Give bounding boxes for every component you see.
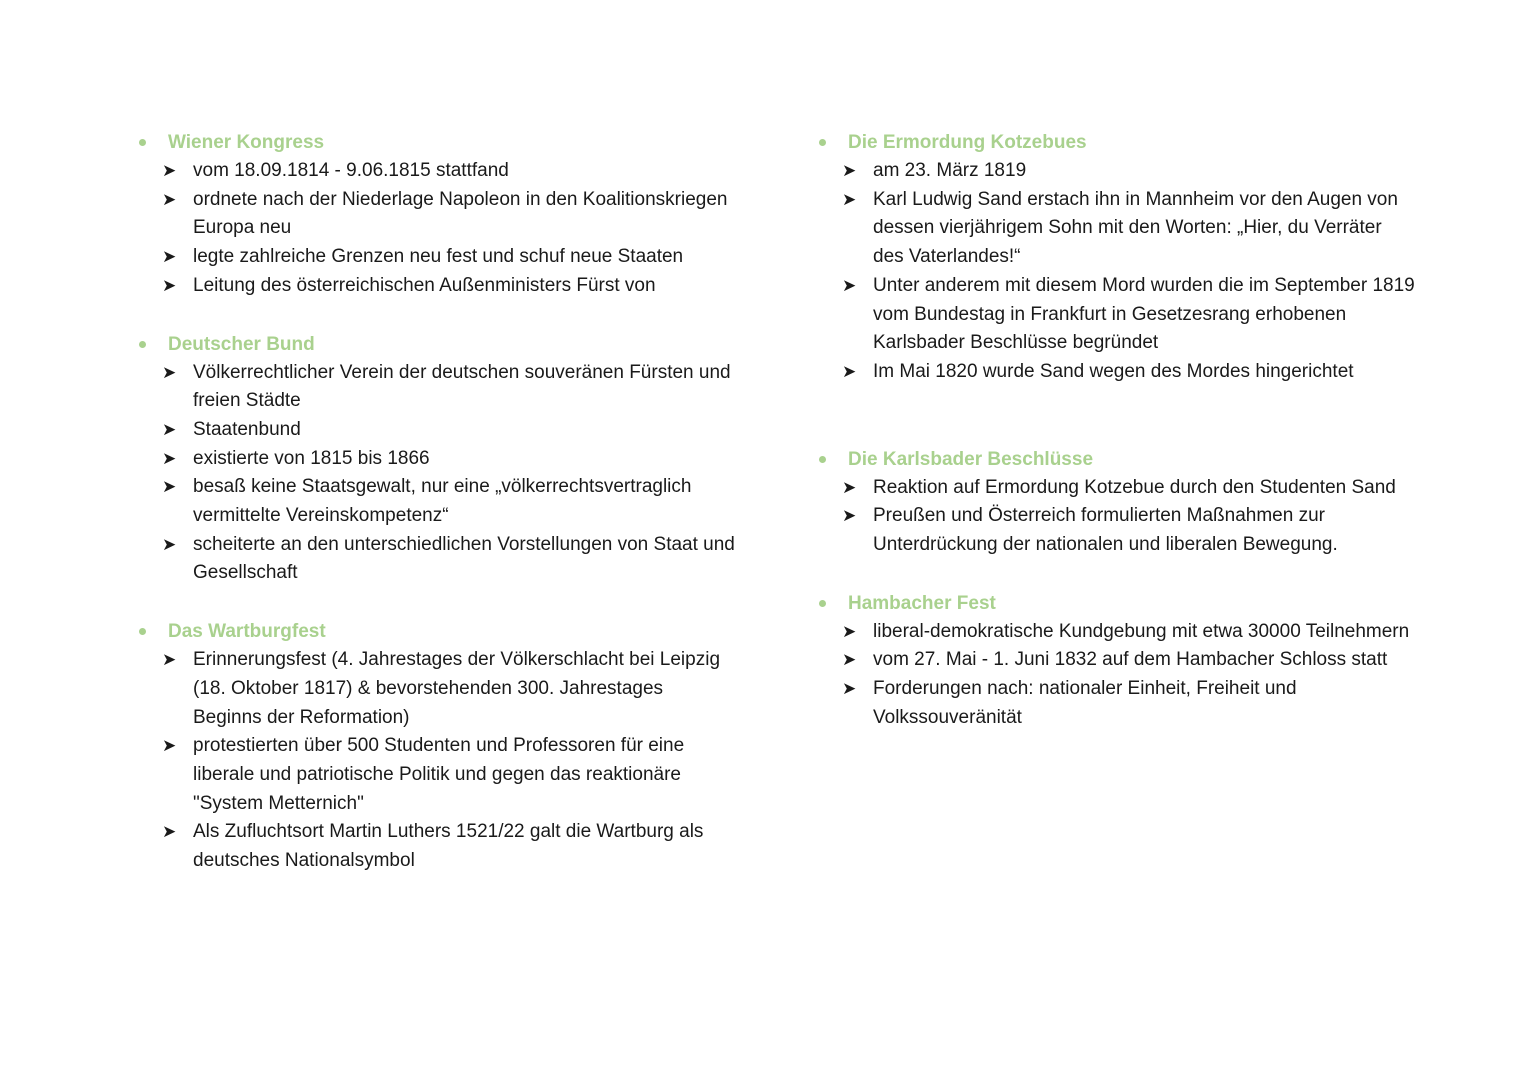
section-title-text: Das Wartburgfest (168, 621, 326, 643)
bullet-dot-icon (819, 456, 826, 463)
arrow-right-icon: ➤ (162, 362, 177, 382)
bullet-dot-icon (819, 139, 826, 146)
section-title (816, 445, 1416, 474)
bullet-dot-icon (139, 341, 146, 348)
section-title (136, 330, 736, 359)
arrow-right-icon: ➤ (842, 189, 857, 209)
arrow-right-icon: ➤ (162, 477, 177, 497)
list-item: ➤ Staatenbund (136, 416, 736, 445)
list-item: ➤ Erinnerungsfest (4. Jahrestages der Völkerschlacht bei Leipzig (18. Oktober 1817) & bevorstehenden 300. Jahrestages Beginns der Reformation) (136, 646, 736, 732)
list-item: ➤ vom 27. Mai - 1. Juni 1832 auf dem Hambacher Schloss statt (816, 646, 1416, 675)
section-title-text: Hambacher Fest (848, 592, 996, 614)
section-title-text: Die Karlsbader Beschlüsse (848, 448, 1094, 470)
arrow-right-icon: ➤ (162, 448, 177, 468)
arrow-right-icon: ➤ (162, 247, 177, 267)
arrow-right-icon: ➤ (162, 419, 177, 439)
arrow-right-icon: ➤ (842, 161, 857, 180)
bullet-dot-icon (139, 628, 146, 635)
arrow-right-icon: ➤ (162, 650, 177, 670)
list-item: ➤ besaß keine Staatsgewalt, nur eine „völkerrechtsvertraglich vermittelte Vereinskompetenz“ (136, 473, 736, 530)
list-item: ➤ Leitung des österreichischen Außenministers Fürst von (136, 272, 736, 301)
item-list (136, 646, 736, 876)
list-item: ➤ scheiterte an den unterschiedlichen Vorstellungen von Staat und Gesellschaft (136, 531, 736, 588)
arrow-right-icon: ➤ (842, 506, 857, 526)
right-column (816, 128, 1416, 733)
list-item: ➤ Preußen und Österreich formulierten Maßnahmen zur Unterdrückung der nationalen und liberalen Bewegung. (816, 502, 1416, 559)
list-item: ➤ Forderungen nach: nationaler Einheit, Freiheit und Volkssouveränität (816, 675, 1416, 732)
arrow-right-icon: ➤ (162, 189, 177, 209)
left-column (136, 128, 736, 876)
item-list (816, 474, 1416, 560)
item-list (136, 359, 736, 589)
list-item: ➤ existierte von 1815 bis 1866 (136, 445, 736, 474)
section-ermordung-kotzebues (816, 128, 1416, 387)
section-title-text: Wiener Kongress (168, 132, 325, 153)
section-deutscher-bund (136, 330, 736, 589)
list-item: ➤ legte zahlreiche Grenzen neu fest und schuf neue Staaten (136, 243, 736, 272)
section-wiener-kongress (136, 128, 736, 301)
arrow-right-icon: ➤ (162, 161, 177, 180)
arrow-right-icon: ➤ (842, 679, 857, 699)
arrow-right-icon: ➤ (842, 477, 857, 497)
arrow-right-icon: ➤ (842, 361, 857, 381)
arrow-right-icon: ➤ (842, 650, 857, 670)
section-title (136, 128, 736, 157)
section-title (816, 128, 1416, 157)
list-item: ➤ Unter anderem mit diesem Mord wurden die im September 1819 vom Bundestag in Frankfurt in Gesetzesrang erhobenen Karlsbader Beschlüsse begründet (816, 272, 1416, 358)
section-title (816, 589, 1416, 618)
bullet-dot-icon (139, 139, 146, 146)
arrow-right-icon: ➤ (162, 736, 177, 756)
section-hambacher-fest (816, 589, 1416, 733)
arrow-right-icon: ➤ (162, 275, 177, 295)
section-karlsbader-beschluesse (816, 445, 1416, 560)
list-item: ➤ Im Mai 1820 wurde Sand wegen des Mordes hingerichtet (816, 358, 1416, 387)
list-item: ➤ protestierten über 500 Studenten und Professoren für eine liberale und patriotische Politik und gegen das reaktionäre "System Metternich" (136, 732, 736, 818)
list-item: ➤ Völkerrechtlicher Verein der deutschen souveränen Fürsten und freien Städte (136, 359, 736, 416)
list-item: ➤ Reaktion auf Ermordung Kotzebue durch den Studenten Sand (816, 474, 1416, 503)
section-title-text: Deutscher Bund (168, 333, 315, 355)
bullet-dot-icon (819, 600, 826, 607)
arrow-right-icon: ➤ (162, 822, 177, 842)
arrow-right-icon: ➤ (162, 534, 177, 554)
section-title (136, 617, 736, 646)
list-item: ➤ liberal-demokratische Kundgebung mit etwa 30000 Teilnehmern (816, 618, 1416, 647)
arrow-right-icon: ➤ (842, 275, 857, 295)
section-title-text: Die Ermordung Kotzebues (848, 132, 1087, 153)
item-list (136, 157, 736, 301)
arrow-right-icon: ➤ (842, 621, 857, 641)
item-list (816, 618, 1416, 733)
list-item: ➤ Als Zufluchtsort Martin Luthers 1521/22 galt die Wartburg als deutsches Nationalsymbol (136, 818, 736, 875)
list-item: ➤ Karl Ludwig Sand erstach ihn in Mannheim vor den Augen von dessen vierjährigem Sohn mit den Worten: „Hier, du Verräter des Vaterlandes!“ (816, 186, 1416, 272)
list-item: ➤ am 23. März 1819 (816, 157, 1416, 186)
section-wartburgfest (136, 617, 736, 876)
item-list (816, 157, 1416, 387)
list-item: ➤ vom 18.09.1814 - 9.06.1815 stattfand (136, 157, 736, 186)
list-item: ➤ ordnete nach der Niederlage Napoleon in den Koalitionskriegen Europa neu (136, 186, 736, 243)
